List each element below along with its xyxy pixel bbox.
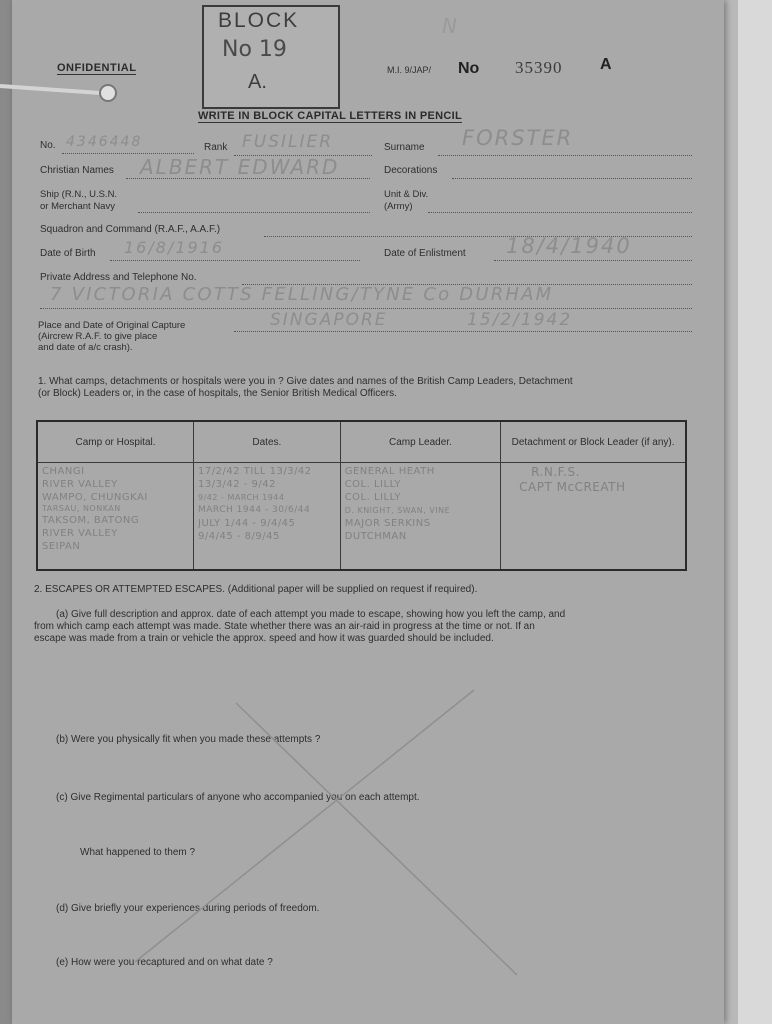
ship-label-2: or Merchant Navy [40, 201, 115, 212]
camp-entry: SEIPAN [42, 541, 81, 552]
question-2a-line-1: (a) Give full description and approx. date of each attempt you made to escape, showing how you left the camp, and [56, 609, 566, 620]
leader-entry: MAJOR SERKINS [344, 518, 431, 529]
rank-value: FUSILIER [242, 132, 334, 152]
date-entry: 9/4/45 - 8/9/45 [198, 531, 280, 542]
question-1-text-2: (or Block) Leaders or, in the case of hospitals, the Senior British Medical Officers. [38, 388, 397, 399]
address-value: 7 VICTORIA COTTS FELLING/TYNE Co DURHAM [50, 284, 554, 305]
question-2a-line-2: from which camp each attempt was made. State whether there was an air-raid in progress at the time or not. If an [34, 621, 535, 632]
capture-label-2: (Aircrew R.A.F. to give place [38, 331, 158, 342]
form-reference: M.I. 9/JAP/ [387, 65, 432, 75]
stamp-line-2: No 19 [222, 37, 287, 62]
camp-entry: TAKSOM, BATONG [42, 515, 140, 526]
dates-header: Dates. [194, 421, 341, 463]
address-label: Private Address and Telephone No. [40, 272, 197, 283]
leader-entry: COL. LILLY [344, 492, 401, 503]
capture-label-1: Place and Date of Original Capture [38, 320, 186, 331]
camp-leader-header: Camp Leader. [340, 421, 500, 463]
question-2d: (d) Give briefly your experiences during periods of freedom. [56, 903, 320, 914]
form-instruction: WRITE IN BLOCK CAPITAL LETTERS IN PENCIL [198, 110, 462, 122]
leader-entry: D. KNIGHT, SWAN, VINE [344, 506, 451, 515]
classification-label: ONFIDENTIAL [57, 62, 137, 74]
cross-stroke-1 [236, 703, 517, 975]
date-entry: 13/3/42 - 9/42 [198, 479, 276, 490]
camp-entry: RIVER VALLEY [42, 528, 118, 539]
question-1-text-1: 1. What camps, detachments or hospitals were you in ? Give dates and names of the British Camp Leaders, Detachment [38, 376, 573, 387]
christian-names-value: ALBERT EDWARD [140, 155, 340, 179]
detachment-entry: CAPT McCREATH [519, 480, 626, 494]
form-page [12, 0, 724, 1024]
camp-header: Camp or Hospital. [37, 421, 194, 463]
christian-names-label: Christian Names [40, 165, 114, 176]
corner-mark: N [442, 14, 459, 38]
unit-label-1: Unit & Div. [384, 189, 429, 200]
form-number: 35390 [515, 58, 563, 77]
leader-entry: GENERAL HEATH [344, 466, 435, 477]
enlistment-label: Date of Enlistment [384, 248, 466, 259]
leader-entry: DUTCHMAN [344, 531, 407, 542]
surname-label: Surname [384, 142, 425, 153]
date-entry: 9/42 - MARCH 1944 [198, 493, 285, 502]
capture-date: 15/2/1942 [467, 310, 573, 330]
service-number-value: 4346448 [66, 134, 143, 150]
question-2c-follow-up: What happened to them ? [80, 847, 196, 858]
number-label: No [458, 60, 480, 77]
rank-label: Rank [204, 142, 228, 153]
pencil-cross-mark [12, 0, 724, 1024]
decorations-label: Decorations [384, 165, 438, 176]
service-number-label: No. [40, 140, 56, 151]
date-entry: 17/2/42 TILL 13/3/42 [198, 466, 312, 477]
cross-stroke-2 [135, 690, 474, 962]
squadron-label: Squadron and Command (R.A.F., A.A.F.) [40, 224, 221, 235]
capture-label-3: and date of a/c crash). [38, 342, 133, 353]
camp-entry: TARSAU, NONKAN [42, 504, 121, 513]
date-entry: MARCH 1944 - 30/6/44 [198, 505, 311, 515]
enlistment-value: 18/4/1940 [506, 234, 632, 258]
question-2e: (e) How were you recaptured and on what date ? [56, 957, 273, 968]
detachment-entry: R.N.F.S. [531, 465, 580, 479]
background-page-edge-outer [738, 0, 772, 1024]
surname-value: FORSTER [462, 126, 574, 150]
question-2-heading: 2. ESCAPES OR ATTEMPTED ESCAPES. (Additional paper will be supplied on request if required). [34, 584, 478, 595]
unit-label-2: (Army) [384, 201, 413, 212]
form-suffix: A [600, 56, 612, 73]
camp-entry: RIVER VALLEY [42, 479, 118, 490]
stamp-line-1: BLOCK [218, 9, 300, 32]
capture-place: SINGAPORE [270, 310, 388, 330]
stamp-line-3: A. [248, 71, 267, 93]
question-2c: (c) Give Regimental particulars of anyone who accompanied you on each attempt. [56, 792, 420, 803]
leader-entry: COL. LILLY [344, 479, 401, 490]
dob-label: Date of Birth [40, 248, 96, 259]
question-2b: (b) Were you physically fit when you made these attempts ? [56, 734, 321, 745]
camp-entry: WAMPO, CHUNGKAI [42, 492, 148, 503]
question-2a-line-3: escape was made from a train or vehicle the approx. speed and how it was guarded should be included. [34, 633, 494, 644]
date-entry: JULY 1/44 - 9/4/45 [198, 518, 296, 529]
ship-label-1: Ship (R.N., U.S.N. [40, 189, 118, 200]
detachment-header: Detachment or Block Leader (if any). [501, 421, 686, 463]
camp-entry: CHANGI [42, 466, 85, 477]
dob-value: 16/8/1916 [124, 238, 225, 257]
